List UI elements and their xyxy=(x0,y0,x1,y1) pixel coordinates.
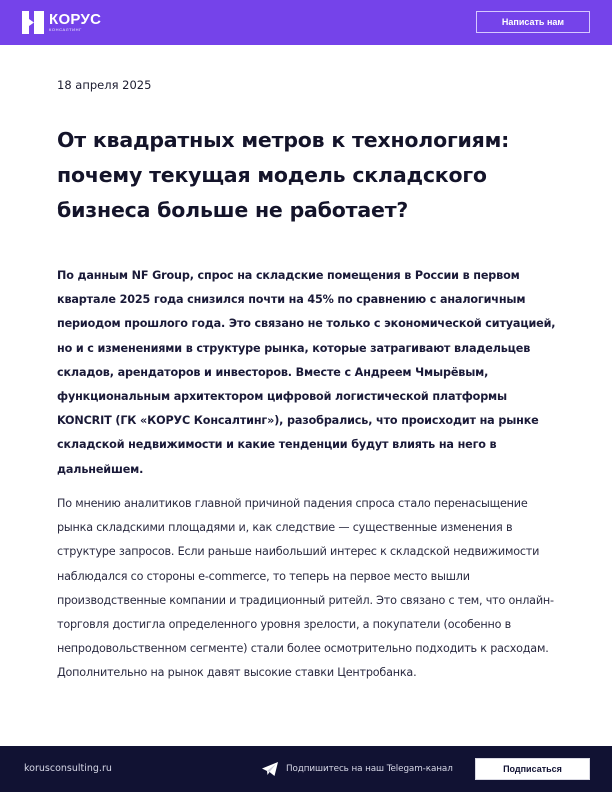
write-to-us-button[interactable]: Написать нам xyxy=(476,11,590,33)
site-link[interactable]: korusconsulting.ru xyxy=(24,763,112,774)
article-title: От квадратных метров к технологиям: почему текущая модель складского бизнеса больше не работает? xyxy=(57,128,510,222)
subscribe-button[interactable]: Подписаться xyxy=(475,758,590,780)
telegram-subscribe-text[interactable]: Подпишитесь на наш Telegam-канал xyxy=(286,764,453,774)
site-header xyxy=(0,0,612,45)
article-paragraph: По мнению аналитиков главной причиной падения спроса стало перенасыщение рынка складскими площадями и, как следствие — существенные изменения в структуре запросов. Если раньше наибольший интерес к складской недвижимости наблюдался со стороны e-commerce, то теперь на первое место вышли производственные компании и традиционный ритейл. Это связано с тем, что онлайн-торговля достигла определенного уровня зрелости, а покупатели (особенно в непродовольственном сегменте) стали более осмотрительно подходить к расходам. Дополнительно на рынок давят высокие ставки Центробанка. xyxy=(57,497,554,680)
korus-logo[interactable] xyxy=(22,11,101,34)
korus-logo-icon xyxy=(22,11,44,34)
telegram-icon xyxy=(262,762,278,776)
site-footer xyxy=(0,746,612,792)
article-date: 18 апреля 2025 xyxy=(57,78,152,92)
logo-subtitle: КОНСАЛТИНГ xyxy=(49,27,82,32)
article-lead: По данным NF Group, спрос на складские помещения в России в первом квартале 2025 года снизился почти на 45% по сравнению с аналогичным периодом прошлого года. Это связано не только с экономической ситуацией, но и с изменениями в структуре рынка, которые затрагивают владельцев складов, арендаторов и инвесторов. Вместе с Андреем Чмырёвым, функциональным архитектором цифровой логистической платформы KONCRIT (ГК «КОРУС Консалтинг»), разобрались, что происходит на рынке складской недвижимости и какие тенденции будут влиять на него в дальнейшем. xyxy=(57,269,556,476)
logo-name: КОРУС xyxy=(49,11,102,28)
